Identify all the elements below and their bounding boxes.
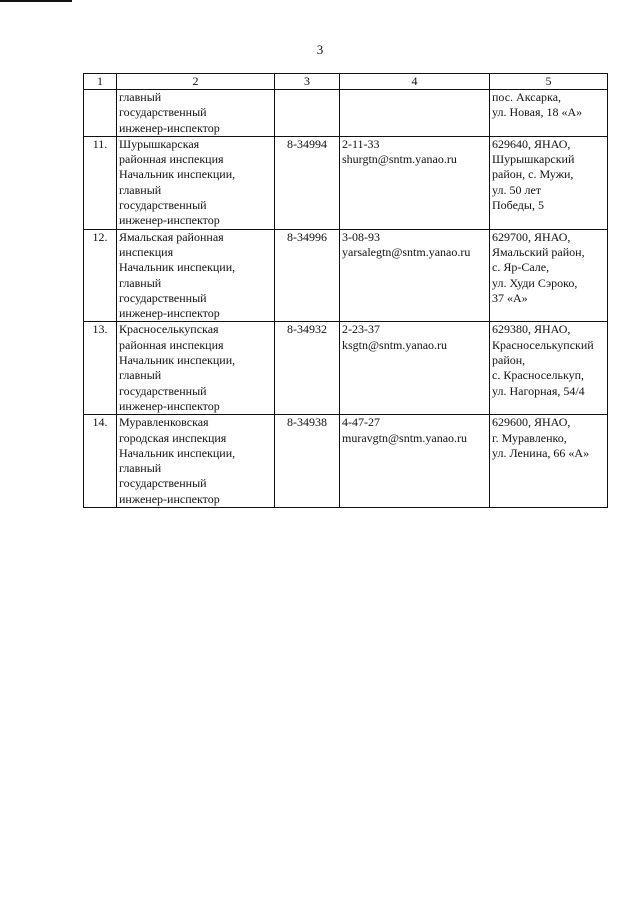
- postal-address: 629640, ЯНАО, Шурышкарский район, с. Мужи, ул. 50 лет Победы, 5: [490, 136, 608, 229]
- postal-address: 629600, ЯНАО, г. Муравленко, ул. Ленина, 66 «А»: [490, 415, 608, 508]
- row-number: [84, 90, 117, 137]
- column-header-1: 1: [84, 74, 117, 90]
- table-header-row: [84, 74, 608, 90]
- column-header-3: 3: [275, 74, 340, 90]
- contact-info: 2-23-37 ksgtn@sntm.yanao.ru: [340, 322, 490, 415]
- contact-info: [340, 90, 490, 137]
- postal-address: 629380, ЯНАО, Красноселькупский район, с. Красноселькуп, ул. Нагорная, 54/4: [490, 322, 608, 415]
- column-header-5: 5: [490, 74, 608, 90]
- phone-code: 8-34938: [275, 415, 340, 508]
- page-number: 3: [316, 42, 324, 57]
- table-row: [84, 229, 608, 322]
- row-number: 13.: [84, 322, 117, 415]
- table-row: [84, 415, 608, 508]
- contact-info: 2-11-33 shurgtn@sntm.yanao.ru: [340, 136, 490, 229]
- row-number: 14.: [84, 415, 117, 508]
- table-row: [84, 136, 608, 229]
- column-header-4: 4: [340, 74, 490, 90]
- phone-code: 8-34996: [275, 229, 340, 322]
- contact-info: 3-08-93 yarsalegtn@sntm.yanao.ru: [340, 229, 490, 322]
- inspections-table: [83, 73, 608, 508]
- phone-code: 8-34932: [275, 322, 340, 415]
- postal-address: пос. Аксарка, ул. Новая, 18 «А»: [490, 90, 608, 137]
- inspection-name: Муравленковская городская инспекция Начальник инспекции, главный государственный инженер-инспектор: [117, 415, 275, 508]
- inspection-name: главный государственный инженер-инспектор: [117, 90, 275, 137]
- row-number: 11.: [84, 136, 117, 229]
- column-header-2: 2: [117, 74, 275, 90]
- contact-info: 4-47-27 muravgtn@sntm.yanao.ru: [340, 415, 490, 508]
- inspection-name: Красноселькупская районная инспекция Начальник инспекции, главный государственный инженер-инспектор: [117, 322, 275, 415]
- phone-code: [275, 90, 340, 137]
- top-edge-rule: [0, 0, 72, 2]
- table-row: [84, 322, 608, 415]
- phone-code: 8-34994: [275, 136, 340, 229]
- inspection-name: Шурышкарская районная инспекция Начальник инспекции, главный государственный инженер-инспектор: [117, 136, 275, 229]
- postal-address: 629700, ЯНАО, Ямальский район, с. Яр-Сале, ул. Худи Сэроко, 37 «А»: [490, 229, 608, 322]
- row-number: 12.: [84, 229, 117, 322]
- table-row: [84, 90, 608, 137]
- inspection-name: Ямальская районная инспекция Начальник инспекции, главный государственный инженер-инспектор: [117, 229, 275, 322]
